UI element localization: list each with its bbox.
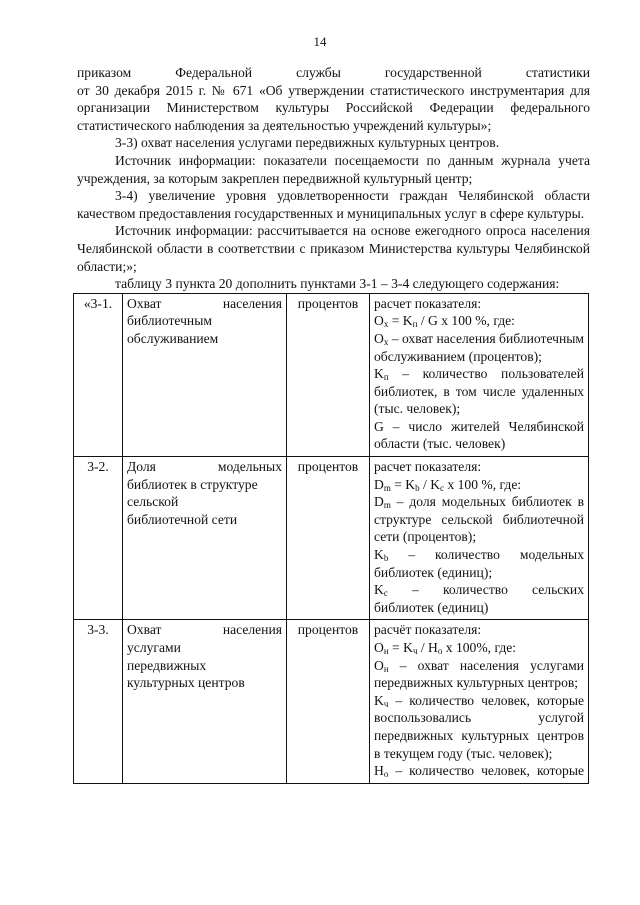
unit-of-measure: процентов: [287, 293, 370, 456]
unit-of-measure: процентов: [287, 457, 370, 620]
calc-definition: $K_b$ – количество модельных библиотек (единиц);: [374, 547, 584, 580]
calc-definition: $D_m$ – доля модельных библиотек в структуре сельской библиотечной сети (процентов);: [374, 494, 584, 545]
table-row: [74, 293, 589, 456]
indicator-name-line: услугами: [127, 640, 181, 655]
indicator-name-line: библиотек в структуре: [127, 476, 258, 492]
unit-of-measure: процентов: [287, 620, 370, 783]
indicator-name-line: библиотечным: [127, 313, 212, 329]
paragraph-source-3-4: Источник информации: рассчитывается на основе ежегодного опроса населения Челябинской области в соответствии с приказом Министерства культуры Челябинской области;»;: [77, 223, 590, 274]
indicator-name-line: передвижных: [127, 657, 207, 673]
calc-title: расчет показателя:: [374, 295, 482, 311]
document-body: [77, 64, 590, 784]
paragraph-source-3-3: Источник информации: показатели посещаемости по данным журнала учета учреждения, за которым закреплен передвижной культурный центр;: [77, 152, 590, 186]
table-row: [74, 457, 589, 620]
indicator-name: [123, 457, 287, 620]
indicator-name-line: сельской: [127, 494, 179, 510]
calc-definition: $K_c$ – количество сельских библиотек (единиц): [374, 582, 584, 615]
table-row: [74, 620, 589, 783]
calc-definition: $K_п$ – количество пользователей библиотек, в том числе удаленных (тыс. человек);: [374, 366, 584, 417]
page-number: 14: [313, 34, 327, 49]
calc-formula: $D_m = K_b / K_c$ x 100 %, где:: [374, 476, 522, 493]
calc-title: расчет показателя:: [374, 459, 482, 475]
indicator-name-line: Охват населения: [127, 622, 282, 638]
calc-definition: G – число жителей Челябинской области (тыс. человек): [374, 418, 584, 452]
indicator-name-line: Охват населения: [127, 295, 282, 311]
calc-definition: $H_o$ – количество человек, которые: [374, 763, 584, 780]
calc-title: расчёт показателя:: [374, 622, 482, 638]
indicator-name-line: обслуживанием: [127, 330, 219, 346]
indicator-name: [123, 620, 287, 783]
indicator-table: [73, 293, 589, 784]
calc-definition: $O_x$ – охват населения библиотечным обслуживанием (процентов);: [374, 330, 584, 364]
row-number: 3-2.: [74, 457, 123, 620]
paragraph-indicator-3-4: 3-4) увеличение уровня удовлетворенности граждан Челябинской области качеством предоставления государственных и муниципальных услуг в сфере культуры.: [77, 188, 590, 221]
calc-formula: $O_x = K_п / G$ x 100 %, где:: [374, 313, 515, 330]
paragraph-order-line: приказом Федеральной службы государственной статистики: [77, 65, 590, 80]
calculation-method: [370, 293, 589, 456]
indicator-name: [123, 293, 287, 456]
indicator-name-line: Доля модельных: [127, 459, 282, 475]
paragraph-indicator-3-3: 3-3) охват населения услугами передвижных культурных центров.: [115, 135, 500, 151]
row-number: «3-1.: [74, 293, 123, 456]
calculation-method: [370, 620, 589, 783]
calc-formula: $O_н = K_ч / H_o$ x 100%, где:: [374, 640, 517, 656]
paragraph-table-intro: таблицу 3 пункта 20 дополнить пунктами 3-1 – 3-4 следующего содержания:: [115, 276, 560, 292]
paragraph-order-reference: от 30 декабря 2015 г. № 671 «Об утверждении статистического инструментария для организации Министерством культуры Российской Федерации федерального статистического наблюдения за деятельностью учреждений культуры»;: [77, 82, 590, 133]
row-number: 3-3.: [74, 620, 123, 783]
indicator-name-line: библиотечной сети: [127, 511, 238, 527]
indicator-name-line: культурных центров: [127, 675, 245, 691]
calc-definition: $K_ч$ – количество человек, которые воспользовались услугой передвижных культурных центров в текущем году (тыс. человек);: [374, 692, 584, 761]
calculation-method: [370, 457, 589, 620]
calc-definition: $O_н$ – охват населения услугами передвижных культурных центров;: [374, 657, 584, 691]
